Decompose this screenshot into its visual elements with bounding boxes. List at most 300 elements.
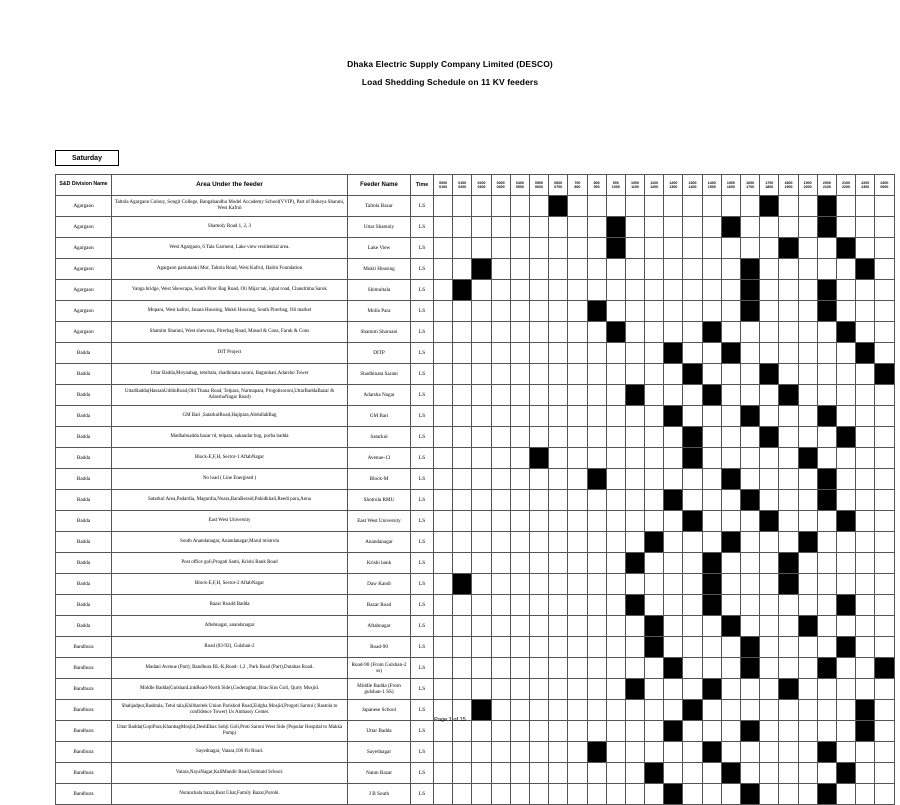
table-row: [56, 742, 895, 763]
cell-slot-12: [664, 490, 683, 511]
cell-feeder-name: Uttar Shamoly: [348, 217, 411, 238]
cell-slot-16: [741, 217, 760, 238]
cell-slot-11: [645, 385, 664, 406]
cell-slot-22: [856, 385, 875, 406]
column-header-slot-22: 2200 2300: [856, 175, 875, 196]
cell-slot-19: [798, 343, 817, 364]
cell-slot-0: [434, 385, 453, 406]
cell-slot-17: [760, 658, 779, 679]
cell-slot-7: [568, 490, 587, 511]
cell-slot-14: [702, 595, 721, 616]
cell-slot-16: [741, 448, 760, 469]
cell-slot-15: [721, 658, 740, 679]
cell-slot-8: [587, 763, 606, 784]
cell-slot-21: [836, 616, 855, 637]
cell-slot-10: [625, 742, 644, 763]
cell-slot-12: [664, 763, 683, 784]
cell-slot-12: [664, 406, 683, 427]
cell-slot-6: [549, 238, 568, 259]
cell-slot-11: [645, 658, 664, 679]
cell-time: LS: [411, 385, 434, 406]
cell-slot-1: [453, 469, 472, 490]
cell-slot-8: [587, 595, 606, 616]
cell-slot-0: [434, 574, 453, 595]
cell-area: Madhabuadda bazar rd, telpara, sakandar bug, purba badda: [112, 427, 348, 448]
table-row: [56, 679, 895, 700]
cell-slot-20: [817, 301, 836, 322]
cell-slot-8: [587, 616, 606, 637]
table-row: [56, 217, 895, 238]
column-header-division: S&D Division Name: [56, 175, 112, 196]
cell-slot-0: [434, 301, 453, 322]
cell-slot-9: [606, 721, 625, 742]
cell-slot-22: [856, 364, 875, 385]
cell-division: Badda: [56, 406, 112, 427]
cell-slot-15: [721, 511, 740, 532]
cell-slot-16: [741, 427, 760, 448]
cell-slot-22: [856, 217, 875, 238]
table-row: [56, 385, 895, 406]
cell-slot-1: [453, 532, 472, 553]
cell-slot-5: [529, 343, 548, 364]
cell-time: LS: [411, 259, 434, 280]
cell-slot-17: [760, 406, 779, 427]
cell-slot-13: [683, 574, 702, 595]
cell-slot-7: [568, 658, 587, 679]
cell-slot-0: [434, 763, 453, 784]
cell-slot-16: [741, 679, 760, 700]
cell-slot-23: [875, 742, 894, 763]
cell-slot-8: [587, 259, 606, 280]
cell-division: Agargaon: [56, 238, 112, 259]
cell-slot-0: [434, 217, 453, 238]
cell-slot-1: [453, 385, 472, 406]
cell-slot-22: [856, 595, 875, 616]
cell-slot-20: [817, 238, 836, 259]
cell-slot-20: [817, 679, 836, 700]
cell-slot-9: [606, 238, 625, 259]
cell-slot-11: [645, 469, 664, 490]
cell-slot-9: [606, 385, 625, 406]
cell-slot-11: [645, 616, 664, 637]
cell-slot-7: [568, 469, 587, 490]
cell-slot-9: [606, 448, 625, 469]
cell-slot-23: [875, 427, 894, 448]
table-row: [56, 196, 895, 217]
cell-slot-21: [836, 721, 855, 742]
cell-slot-10: [625, 238, 644, 259]
cell-slot-3: [491, 595, 510, 616]
cell-slot-18: [779, 301, 798, 322]
cell-slot-17: [760, 721, 779, 742]
cell-slot-14: [702, 259, 721, 280]
cell-slot-19: [798, 637, 817, 658]
cell-feeder-name: Anandanagar: [348, 532, 411, 553]
cell-slot-19: [798, 742, 817, 763]
cell-slot-2: [472, 532, 491, 553]
cell-slot-5: [529, 238, 548, 259]
cell-slot-1: [453, 490, 472, 511]
cell-slot-2: [472, 448, 491, 469]
cell-slot-2: [472, 469, 491, 490]
table-row: [56, 616, 895, 637]
cell-slot-15: [721, 721, 740, 742]
cell-slot-23: [875, 679, 894, 700]
cell-slot-9: [606, 343, 625, 364]
cell-slot-0: [434, 238, 453, 259]
cell-slot-9: [606, 301, 625, 322]
cell-slot-18: [779, 217, 798, 238]
cell-area: Satarkul Area,Padardia, Magurdia,Noara,BaraBeraid,Pakidkhali,Reedi para,Anna: [112, 490, 348, 511]
cell-slot-9: [606, 595, 625, 616]
cell-slot-10: [625, 217, 644, 238]
cell-slot-3: [491, 196, 510, 217]
cell-slot-10: [625, 259, 644, 280]
cell-slot-16: [741, 259, 760, 280]
cell-slot-11: [645, 448, 664, 469]
cell-slot-22: [856, 406, 875, 427]
cell-slot-23: [875, 343, 894, 364]
cell-slot-8: [587, 406, 606, 427]
cell-slot-10: [625, 574, 644, 595]
cell-slot-4: [510, 238, 529, 259]
cell-slot-7: [568, 322, 587, 343]
cell-slot-21: [836, 238, 855, 259]
cell-slot-8: [587, 553, 606, 574]
cell-slot-11: [645, 742, 664, 763]
cell-slot-17: [760, 532, 779, 553]
cell-slot-16: [741, 322, 760, 343]
cell-slot-2: [472, 658, 491, 679]
column-header-slot-5: 0500 0600: [529, 175, 548, 196]
cell-feeder-name: Mukti Housing: [348, 259, 411, 280]
cell-slot-21: [836, 784, 855, 805]
day-label: Saturday: [72, 154, 102, 162]
cell-slot-3: [491, 658, 510, 679]
cell-feeder-name: GM Bari: [348, 406, 411, 427]
cell-slot-13: [683, 784, 702, 805]
cell-slot-11: [645, 679, 664, 700]
cell-slot-11: [645, 280, 664, 301]
cell-slot-2: [472, 574, 491, 595]
cell-slot-5: [529, 448, 548, 469]
cell-slot-23: [875, 658, 894, 679]
cell-slot-0: [434, 406, 453, 427]
cell-slot-23: [875, 532, 894, 553]
column-header-slot-1: 0100 0200: [453, 175, 472, 196]
cell-slot-1: [453, 574, 472, 595]
table-row: [56, 280, 895, 301]
cell-slot-9: [606, 364, 625, 385]
company-title: Dhaka Electric Supply Company Limited (DESCO): [347, 59, 553, 69]
cell-slot-18: [779, 238, 798, 259]
cell-slot-15: [721, 616, 740, 637]
cell-slot-17: [760, 595, 779, 616]
cell-slot-15: [721, 343, 740, 364]
cell-slot-21: [836, 343, 855, 364]
cell-slot-18: [779, 637, 798, 658]
cell-slot-10: [625, 280, 644, 301]
cell-slot-9: [606, 574, 625, 595]
cell-slot-13: [683, 427, 702, 448]
cell-slot-15: [721, 763, 740, 784]
cell-slot-11: [645, 217, 664, 238]
cell-area: Sayednagar, Vatara,100 Fit Road.: [112, 742, 348, 763]
cell-slot-18: [779, 280, 798, 301]
cell-slot-21: [836, 406, 855, 427]
cell-slot-4: [510, 469, 529, 490]
cell-feeder-name: Taltola Bazar: [348, 196, 411, 217]
cell-feeder-name: East West University: [348, 511, 411, 532]
cell-time: LS: [411, 658, 434, 679]
cell-slot-1: [453, 448, 472, 469]
cell-slot-14: [702, 658, 721, 679]
cell-slot-13: [683, 490, 702, 511]
cell-slot-8: [587, 448, 606, 469]
cell-slot-7: [568, 301, 587, 322]
cell-slot-1: [453, 763, 472, 784]
cell-slot-19: [798, 364, 817, 385]
cell-slot-22: [856, 343, 875, 364]
cell-slot-14: [702, 784, 721, 805]
cell-slot-15: [721, 217, 740, 238]
cell-feeder-name: Adarsha Nagar: [348, 385, 411, 406]
cell-slot-23: [875, 280, 894, 301]
cell-slot-11: [645, 301, 664, 322]
cell-slot-2: [472, 217, 491, 238]
cell-time: LS: [411, 616, 434, 637]
cell-slot-10: [625, 427, 644, 448]
cell-slot-10: [625, 364, 644, 385]
cell-slot-11: [645, 595, 664, 616]
cell-slot-12: [664, 469, 683, 490]
cell-slot-20: [817, 742, 836, 763]
table-row: [56, 259, 895, 280]
cell-slot-15: [721, 574, 740, 595]
cell-slot-0: [434, 742, 453, 763]
cell-time: LS: [411, 742, 434, 763]
cell-slot-10: [625, 553, 644, 574]
cell-slot-18: [779, 469, 798, 490]
cell-slot-21: [836, 532, 855, 553]
cell-slot-22: [856, 763, 875, 784]
table-row: [56, 238, 895, 259]
cell-time: LS: [411, 217, 434, 238]
cell-slot-14: [702, 553, 721, 574]
cell-slot-15: [721, 448, 740, 469]
cell-division: Badda: [56, 595, 112, 616]
cell-slot-11: [645, 406, 664, 427]
cell-slot-4: [510, 322, 529, 343]
cell-area: DIT Project: [112, 343, 348, 364]
cell-division: Bandhura: [56, 784, 112, 805]
cell-slot-7: [568, 217, 587, 238]
cell-slot-20: [817, 553, 836, 574]
cell-slot-2: [472, 280, 491, 301]
cell-slot-16: [741, 742, 760, 763]
cell-slot-22: [856, 322, 875, 343]
cell-slot-4: [510, 343, 529, 364]
cell-slot-6: [549, 217, 568, 238]
cell-slot-18: [779, 721, 798, 742]
cell-slot-3: [491, 742, 510, 763]
cell-slot-17: [760, 742, 779, 763]
cell-slot-12: [664, 784, 683, 805]
cell-slot-23: [875, 469, 894, 490]
cell-slot-3: [491, 784, 510, 805]
cell-slot-22: [856, 721, 875, 742]
cell-slot-9: [606, 259, 625, 280]
cell-slot-17: [760, 511, 779, 532]
cell-feeder-name: Shadhinata Sarani: [348, 364, 411, 385]
cell-slot-0: [434, 259, 453, 280]
cell-feeder-name: Block-M: [348, 469, 411, 490]
cell-slot-7: [568, 763, 587, 784]
cell-slot-3: [491, 259, 510, 280]
cell-slot-23: [875, 616, 894, 637]
cell-slot-20: [817, 490, 836, 511]
cell-slot-20: [817, 427, 836, 448]
cell-slot-1: [453, 406, 472, 427]
cell-slot-12: [664, 742, 683, 763]
cell-slot-7: [568, 616, 587, 637]
cell-slot-7: [568, 679, 587, 700]
cell-slot-11: [645, 427, 664, 448]
cell-slot-14: [702, 721, 721, 742]
cell-slot-6: [549, 679, 568, 700]
cell-slot-16: [741, 343, 760, 364]
cell-slot-10: [625, 679, 644, 700]
cell-slot-2: [472, 763, 491, 784]
cell-slot-7: [568, 385, 587, 406]
cell-slot-1: [453, 679, 472, 700]
cell-slot-17: [760, 574, 779, 595]
cell-slot-1: [453, 217, 472, 238]
cell-slot-22: [856, 301, 875, 322]
cell-feeder-name: Road-90: [348, 637, 411, 658]
cell-slot-22: [856, 553, 875, 574]
table-row: [56, 553, 895, 574]
cell-slot-21: [836, 637, 855, 658]
cell-slot-22: [856, 679, 875, 700]
cell-slot-5: [529, 532, 548, 553]
cell-slot-22: [856, 259, 875, 280]
cell-slot-22: [856, 280, 875, 301]
cell-slot-17: [760, 637, 779, 658]
cell-slot-14: [702, 406, 721, 427]
cell-feeder-name: Shimultala: [348, 280, 411, 301]
cell-slot-22: [856, 637, 875, 658]
cell-division: Agargaon: [56, 322, 112, 343]
cell-area: Vanga bridge, West Shewrapa, South Pirer Bag Road, Oli Mijar tak, iqbal road, Chandrima Sarok: [112, 280, 348, 301]
cell-slot-14: [702, 238, 721, 259]
cell-slot-21: [836, 469, 855, 490]
cell-slot-12: [664, 385, 683, 406]
cell-slot-8: [587, 469, 606, 490]
cell-slot-21: [836, 364, 855, 385]
cell-slot-14: [702, 490, 721, 511]
cell-slot-8: [587, 721, 606, 742]
cell-slot-9: [606, 196, 625, 217]
cell-slot-20: [817, 448, 836, 469]
cell-slot-19: [798, 553, 817, 574]
cell-slot-12: [664, 532, 683, 553]
cell-slot-4: [510, 511, 529, 532]
cell-slot-16: [741, 763, 760, 784]
cell-slot-15: [721, 553, 740, 574]
cell-slot-3: [491, 280, 510, 301]
cell-slot-12: [664, 721, 683, 742]
cell-slot-20: [817, 574, 836, 595]
cell-division: Bandhura: [56, 679, 112, 700]
cell-slot-23: [875, 721, 894, 742]
cell-slot-3: [491, 721, 510, 742]
cell-division: Badda: [56, 427, 112, 448]
cell-slot-11: [645, 574, 664, 595]
cell-slot-14: [702, 742, 721, 763]
cell-slot-21: [836, 574, 855, 595]
cell-slot-19: [798, 259, 817, 280]
cell-slot-19: [798, 616, 817, 637]
cell-slot-9: [606, 532, 625, 553]
cell-slot-3: [491, 553, 510, 574]
cell-slot-7: [568, 448, 587, 469]
cell-slot-8: [587, 574, 606, 595]
cell-slot-9: [606, 406, 625, 427]
cell-slot-5: [529, 322, 548, 343]
cell-slot-19: [798, 532, 817, 553]
cell-slot-22: [856, 196, 875, 217]
cell-slot-7: [568, 238, 587, 259]
cell-slot-19: [798, 280, 817, 301]
cell-feeder-name: Middle Badda (From gulshan-1 SS): [348, 679, 411, 700]
cell-division: Bandhura: [56, 658, 112, 679]
cell-slot-13: [683, 238, 702, 259]
cell-slot-13: [683, 280, 702, 301]
cell-slot-23: [875, 259, 894, 280]
cell-feeder-name: Natun Bazar: [348, 763, 411, 784]
cell-slot-18: [779, 385, 798, 406]
cell-slot-4: [510, 280, 529, 301]
cell-feeder-name: Road-90 (From Gulshan-2 ss): [348, 658, 411, 679]
column-header-slot-18: 1800 1900: [779, 175, 798, 196]
cell-slot-5: [529, 553, 548, 574]
cell-slot-16: [741, 637, 760, 658]
cell-slot-2: [472, 742, 491, 763]
cell-slot-6: [549, 406, 568, 427]
cell-slot-1: [453, 637, 472, 658]
cell-slot-8: [587, 217, 606, 238]
cell-slot-12: [664, 238, 683, 259]
cell-slot-11: [645, 322, 664, 343]
cell-slot-16: [741, 553, 760, 574]
cell-area: Nuranchala bazar,Boat Ghat,Family Bazar,Purobi.: [112, 784, 348, 805]
cell-slot-3: [491, 364, 510, 385]
cell-time: LS: [411, 637, 434, 658]
cell-slot-1: [453, 511, 472, 532]
cell-feeder-name: Avenue-13: [348, 448, 411, 469]
cell-slot-17: [760, 301, 779, 322]
cell-slot-10: [625, 616, 644, 637]
cell-slot-14: [702, 343, 721, 364]
cell-division: Badda: [56, 490, 112, 511]
cell-slot-22: [856, 469, 875, 490]
cell-slot-10: [625, 301, 644, 322]
cell-slot-9: [606, 553, 625, 574]
cell-slot-21: [836, 679, 855, 700]
cell-slot-19: [798, 448, 817, 469]
cell-slot-0: [434, 448, 453, 469]
